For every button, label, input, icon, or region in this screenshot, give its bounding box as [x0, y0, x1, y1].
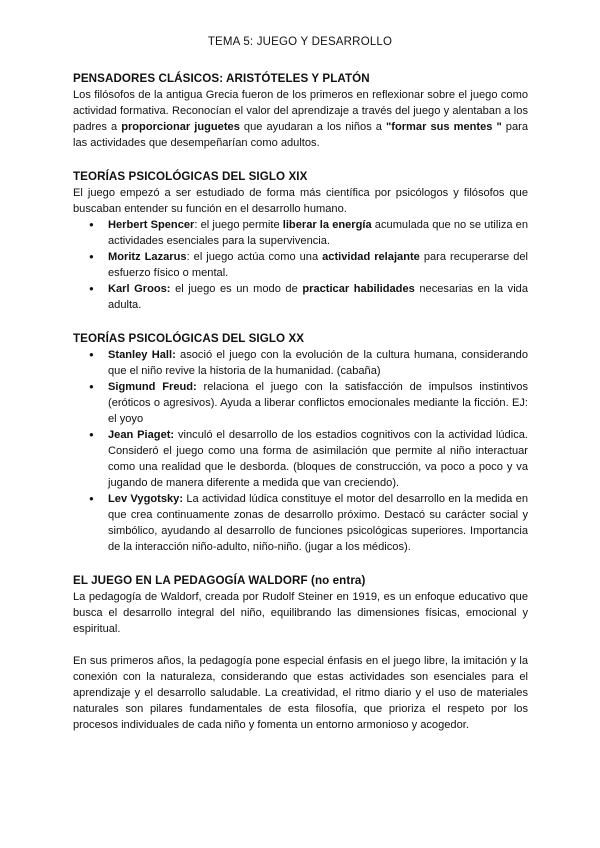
text-run: el juego es un modo de: [170, 283, 303, 295]
text-run: Los filósofos de la antigua Grecia fueron de los primeros en reflexionar sobre el juego como actividad formativa. Reconocían el valor del aprendizaje a través del juego y alentaban a los padres a: [73, 89, 528, 133]
bold-run: proporcionar juguetes: [121, 121, 240, 133]
section-paragraph: [73, 87, 528, 151]
list-item: [73, 249, 528, 281]
section-20th-century: [73, 330, 528, 555]
theorist-name: Lev Vygotsky:: [108, 493, 184, 505]
theorist-list: [73, 347, 528, 555]
section-heading: EL JUEGO EN LA PEDAGOGÍA WALDORF (no entra): [73, 574, 366, 587]
theorist-list: [73, 217, 528, 313]
section-intro: El juego empezó a ser estudiado de forma más científica por psicólogos y filósofos que buscaban entender su función en el desarrollo humano.: [73, 187, 528, 215]
text-run: relaciona el juego con la satisfacción de impulsos instintivos (eróticos o agresivos). Ayuda a liberar conflictos emocionales mediante la ficción. EJ: el yoyo: [108, 381, 529, 425]
theorist-name: Herbert Spencer: [108, 219, 195, 231]
text-run: necesarias en la vida adulta.: [108, 283, 529, 311]
section-heading: TEORÍAS PSICOLÓGICAS DEL SIGLO XX: [73, 332, 305, 345]
section-heading: PENSADORES CLÁSICOS: ARISTÓTELES Y PLATÓN: [73, 72, 370, 85]
theorist-name: Moritz Lazarus: [108, 251, 187, 263]
text-run: vinculó el desarrollo de los estadios cognitivos con la actividad lúdica. Consideró el juego como una forma de asimilación que permite al niño interactuar como una realidad que le desborda. (bloques de construcción, va poco a poco y va jugando de manera diferente a medida que van creciendo).: [108, 429, 528, 489]
bold-run: actividad relajante: [322, 251, 420, 263]
section-heading: TEORÍAS PSICOLÓGICAS DEL SIGLO XIX: [73, 170, 308, 183]
bold-run: practicar habilidades: [302, 283, 415, 295]
section-waldorf: [73, 572, 528, 733]
list-item: [73, 347, 528, 379]
paragraph-gap: [73, 637, 528, 653]
list-item: [73, 427, 528, 491]
text-run: asoció el juego con la evolución de la cultura humana, considerando que el niño revive la historia de la humanidad. (cabaña): [108, 349, 528, 377]
list-item: [73, 281, 528, 313]
text-run: La actividad lúdica constituye el motor del desarrollo en la medida en que crea continuamente zonas de desarrollo próximo. Destacó su carácter social y simbólico, ayudando al desarrollo de funciones psicológicas superiores. Importancia de la interacción niño-adulto, niño-niño. (jugar a los médicos).: [108, 493, 528, 553]
text-run: para las actividades que desempeñarían como adultos.: [73, 121, 528, 149]
theorist-name: Karl Groos:: [108, 283, 171, 295]
theorist-name: Sigmund Freud:: [108, 381, 197, 393]
document-body: [73, 70, 528, 733]
bold-run: liberar la energía: [282, 219, 372, 231]
theorist-name: Stanley Hall:: [108, 349, 176, 361]
text-run: : el juego actúa como una: [186, 251, 323, 263]
text-run: para recuperarse del esfuerzo físico o mental.: [108, 251, 529, 279]
list-item: [73, 217, 528, 249]
section-classical-thinkers: [73, 70, 528, 151]
text-run: que ayudaran a los niños a: [239, 121, 386, 133]
list-item: [73, 379, 528, 427]
theorist-name: Jean Piaget:: [108, 429, 175, 441]
section-paragraph: La pedagogía de Waldorf, creada por Rudolf Steiner en 1919, es un enfoque educativo que busca el desarrollo integral del niño, equilibrando las dimensiones físicas, emocional y espiritual.: [73, 591, 528, 635]
list-item: [73, 491, 528, 555]
section-19th-century: [73, 168, 528, 313]
bold-run: "formar sus mentes ": [386, 121, 502, 133]
page-title: TEMA 5: JUEGO Y DESARROLLO: [207, 36, 393, 48]
text-run: acumulada que no se utiliza en actividades esenciales para la supervivencia.: [108, 219, 529, 247]
text-run: : el juego permite: [194, 219, 283, 231]
section-paragraph: En sus primeros años, la pedagogía pone especial énfasis en el juego libre, la imitación y la conexión con la naturaleza, considerando que estas actividades son esenciales para el aprendizaje y el desarrollo saludable. La creatividad, el ritmo diario y el uso de materiales naturales son pilares fundamentales de esta filosofía, que prioriza el respeto por los procesos individuales de cada niño y fomenta un entorno armonioso y acogedor.: [73, 655, 528, 731]
